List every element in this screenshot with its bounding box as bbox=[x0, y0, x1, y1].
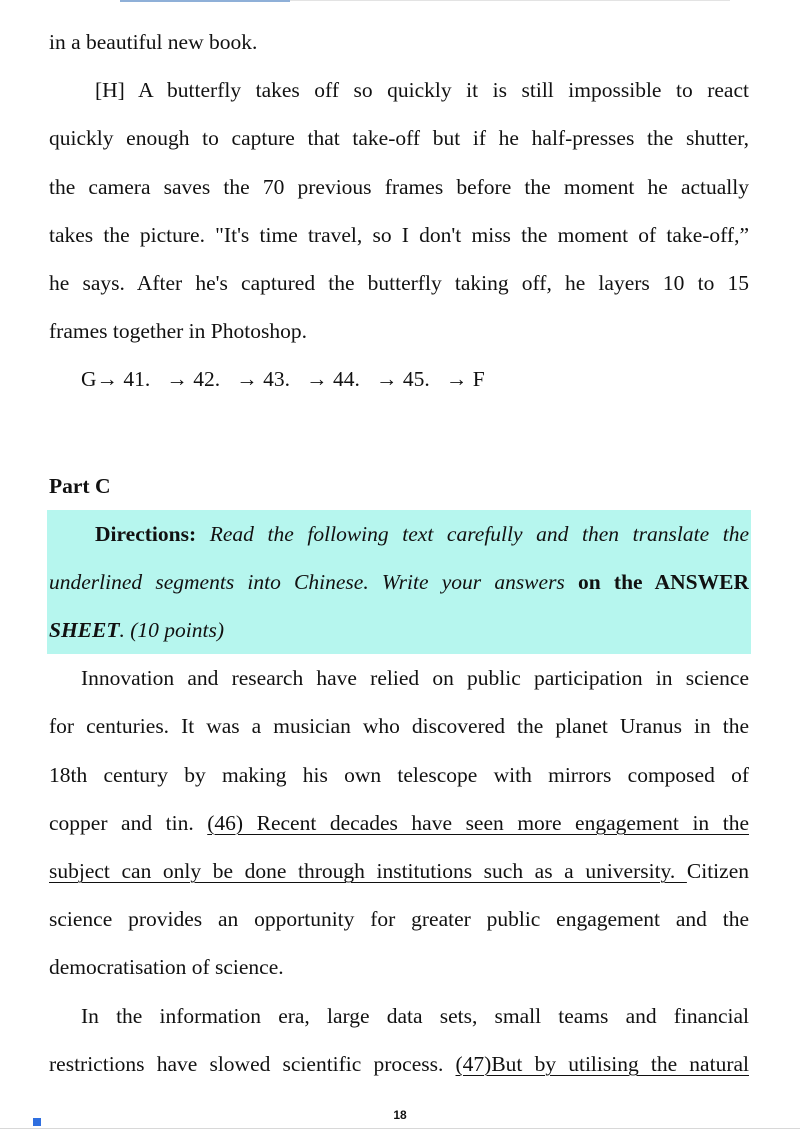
passage-paragraph-2 bbox=[49, 992, 749, 1088]
document-page bbox=[49, 18, 749, 1088]
directions-label: Directions: bbox=[95, 521, 197, 546]
page-number: 18 bbox=[393, 1108, 407, 1122]
underlined-segment-46-part-1: (46) Recent decades have seen more engagement in the bbox=[207, 810, 749, 835]
section-gap bbox=[49, 404, 749, 462]
passage-paragraph-1 bbox=[49, 654, 749, 991]
passage-1-line-5 bbox=[49, 847, 749, 895]
directions-answer-sheet-2: SHEET bbox=[49, 618, 120, 643]
directions-box bbox=[47, 510, 751, 655]
paragraph-h-line-6: frames together in Photoshop. bbox=[49, 319, 307, 344]
directions-line-2 bbox=[49, 558, 749, 606]
part-c-heading: Part C bbox=[49, 473, 111, 498]
directions-text-1: Read the following text carefully and then translate the bbox=[196, 521, 749, 546]
top-edge-accent bbox=[120, 0, 290, 2]
paragraph-end-line: in a beautiful new book. bbox=[49, 30, 258, 54]
underlined-segment-46-part-2: subject can only be done through institutions such as a university. bbox=[49, 859, 687, 883]
passage-1-line-7: democratisation of science. bbox=[49, 955, 284, 980]
passage-1-line-2: for centuries. It was a musician who discovered the planet Uranus in the bbox=[49, 714, 749, 739]
passage-1-line-4-plain: copper and tin. bbox=[49, 810, 208, 835]
bottom-edge-line bbox=[0, 1128, 800, 1129]
directions-line-3 bbox=[49, 606, 749, 654]
paragraph-h-line-2: quickly enough to capture that take-off but if he half-presses the shutter, bbox=[49, 126, 749, 151]
paragraph-h-line-4: takes the picture. "It's time travel, so I don't miss the moment of take-off,” bbox=[49, 222, 749, 247]
directions-points: . (10 points) bbox=[119, 618, 225, 643]
passage-2-line-2 bbox=[49, 1040, 749, 1088]
paragraph-h bbox=[49, 66, 749, 355]
paragraph-h-line-3: the camera saves the 70 previous frames before the moment he actually bbox=[49, 174, 749, 199]
directions-line-1 bbox=[49, 510, 749, 558]
directions-text-2: underlined segments into Chinese. Write your answers bbox=[49, 569, 579, 594]
passage-2-line-1: In the information era, large data sets, small teams and financial bbox=[81, 1003, 749, 1028]
directions-answer-sheet-1: on the ANSWER bbox=[578, 569, 749, 594]
passage-1-line-3: 18th century by making his own telescope with mirrors composed of bbox=[49, 762, 749, 787]
passage-2-line-2-plain: restrictions have slowed scientific process. bbox=[49, 1051, 456, 1076]
passage-1-line-5-plain: Citizen bbox=[686, 859, 749, 883]
paragraph-h-line-1: [H] A butterfly takes off so quickly it is still impossible to react bbox=[95, 78, 749, 103]
top-edge-line bbox=[290, 0, 730, 1]
passage-1-line-1: Innovation and research have relied on public participation in science bbox=[81, 666, 749, 691]
answer-sequence: G→ 41. → 42. → 43. → 44. → 45. → F bbox=[81, 367, 485, 392]
passage-1-line-4 bbox=[49, 799, 749, 847]
passage-1-line-6: science provides an opportunity for greater public engagement and the bbox=[49, 907, 749, 932]
underlined-segment-47: (47)But by utilising the natural bbox=[455, 1051, 749, 1076]
paragraph-h-line-5: he says. After he's captured the butterfly taking off, he layers 10 to 15 bbox=[49, 270, 749, 295]
